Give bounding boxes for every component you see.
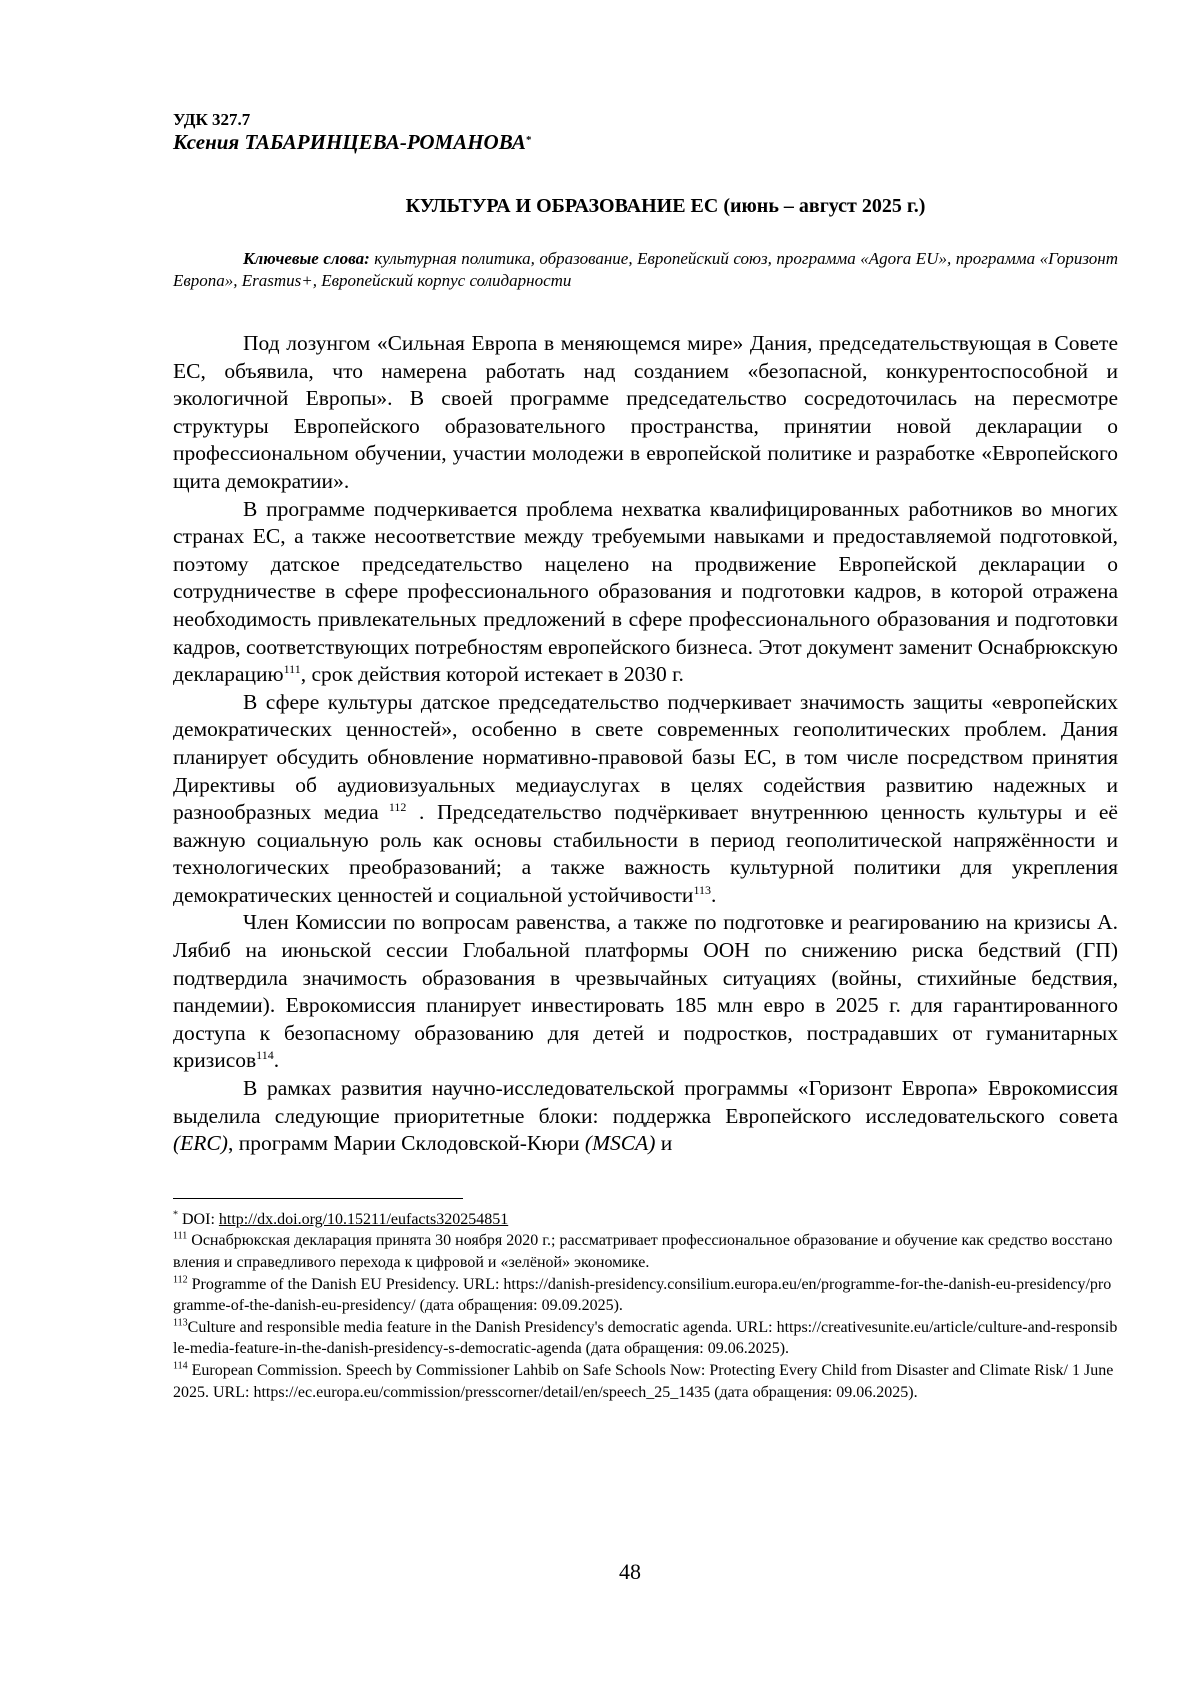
paragraph-2-text-a: В программе подчеркивается проблема нехватка квалифицированных работников во многих странах ЕС, а также несоответствие между требуемыми навыками и предоставляемой подготовкой, поэтому датское председательство нацелено на продвижение Европейской декларации о сотрудничестве в сфере профессионального образования и подготовки кадров, в которой отражена необходимость привлекательных предложений в сфере профессионального образования и подготовки кадров, соответствующих потребностям европейского бизнеса. Этот документ заменит Оснабрюкскую декларацию bbox=[173, 496, 1118, 687]
author-name-text: Ксения ТАБАРИНЦЕВА-РОМАНОВА bbox=[173, 130, 526, 154]
footnote-112-text: Programme of the Danish EU Presidency. URL: https://danish-presidency.consilium.europa.eu/en/programme-for-the-danish-eu-presidency/programme-of-the-danish-eu-presidency/ (дата обращения: 09.09.2025). bbox=[173, 1275, 1112, 1315]
footnote-ref-113: 113 bbox=[693, 882, 712, 897]
footnote-114 bbox=[173, 1360, 1118, 1403]
footnote-111-mark: 111 bbox=[173, 1231, 188, 1243]
paragraph-5-text-c: и bbox=[655, 1131, 673, 1156]
article-page bbox=[173, 110, 1118, 1403]
paragraph-2-text-b: , срок действия которой истекает в 2030 г. bbox=[300, 662, 684, 687]
footnote-112 bbox=[173, 1274, 1118, 1317]
footnote-113 bbox=[173, 1317, 1118, 1360]
paragraph-5 bbox=[173, 1075, 1118, 1158]
author-footnote-mark: * bbox=[525, 134, 532, 146]
footnotes bbox=[173, 1209, 1118, 1403]
msca-abbreviation: (MSCA) bbox=[584, 1131, 656, 1156]
paragraph-2 bbox=[173, 496, 1118, 689]
paragraph-4-text-a: Член Комиссии по вопросам равенства, а также по подготовке и реагированию на кризисы А. Лябиб на июньской сессии Глобальной платформы ООН по снижению риска бедствий (ГП) подтвердила значимость образования в чрезвычайных ситуациях (войны, стихийные бедствия, пандемии). Еврокомиссия планирует инвестировать 185 млн евро в 2025 г. для гарантированного доступа к безопасному образованию для детей и подростков, пострадавших от гуманитарных кризисов bbox=[173, 910, 1118, 1073]
paragraph-3-text-a: В сфере культуры датское председательство подчеркивает значимость защиты «европейских демократических ценностей», особенно в свете современных геополитических проблем. Дания планирует обсудить обновление нормативно-правовой базы ЕС, в том числе посредством принятия Директивы об аудиовизуальных медиауслугах в целях содействия развитию надежных и разнообразных медиа bbox=[173, 689, 1118, 825]
paragraph-1: Под лозунгом «Сильная Европа в меняющемся мире» Дания, председательствующая в Совете ЕС, объявила, что намерена работать над созданием «безопасной, конкурентоспособной и экологичной Европы». В своей программе председательство сосредоточилась на пересмотре структуры Европейского образовательного пространства, принятии новой декларации о профессиональном обучении, участии молодежи в европейской политике и разработке «Европейского щита демократии». bbox=[173, 331, 1118, 493]
paragraph-4-text-b: . bbox=[273, 1048, 280, 1073]
footnote-112-mark: 112 bbox=[173, 1274, 188, 1286]
footnote-113-text: Culture and responsible media feature in the Danish Presidency's democratic agenda. URL: https://creativesunite.eu/article/culture-and-responsible-media-feature-in-the-danish-presidency-s-democratic-agenda (дата обращения: 09.06.2025). bbox=[173, 1318, 1118, 1358]
footnote-113-mark: 113 bbox=[173, 1317, 188, 1329]
footnote-separator bbox=[173, 1198, 463, 1199]
paragraph-4 bbox=[173, 909, 1118, 1075]
keywords-label: Ключевые слова: bbox=[243, 249, 370, 268]
footnote-114-mark: 114 bbox=[173, 1360, 188, 1372]
doi-link[interactable]: http://dx.doi.org/10.15211/eufacts320254851 bbox=[218, 1210, 509, 1228]
footnote-111 bbox=[173, 1230, 1118, 1273]
footnote-ref-111: 111 bbox=[283, 661, 301, 676]
footnote-ref-112: 112 bbox=[378, 799, 407, 814]
footnote-ref-114: 114 bbox=[256, 1048, 274, 1063]
footnote-114-text: European Commission. Speech by Commissioner Lahbib on Safe Schools Now: Protecting Every Child from Disaster and Climate Risk/ 1 June 2025. URL: https://ec.europa.eu/commission/presscorner/detail/en/speech_25_1435 (дата обращения: 09.06.2025). bbox=[173, 1361, 1114, 1401]
article-title: КУЛЬТУРА И ОБРАЗОВАНИЕ ЕС (июнь – август 2025 г.) bbox=[405, 195, 926, 217]
paragraph-3 bbox=[173, 689, 1118, 910]
article-body bbox=[173, 330, 1118, 1158]
keywords bbox=[173, 248, 1118, 292]
page-number: 48 bbox=[619, 1559, 641, 1584]
footnote-doi-mark: * bbox=[173, 1209, 178, 1221]
erc-abbreviation: (ERC) bbox=[173, 1131, 228, 1156]
author-name bbox=[173, 130, 1118, 154]
footnote-doi bbox=[173, 1209, 1118, 1231]
keywords-text: культурная политика, образование, Европейский союз, программа «Agora EU», программа «Горизонт Европа», Erasmus+, Европейский корпус солидарности bbox=[173, 249, 1118, 290]
footnote-doi-label: DOI: bbox=[178, 1210, 219, 1228]
paragraph-3-text-c: . bbox=[711, 882, 717, 907]
udk-code: УДК 327.7 bbox=[173, 110, 251, 129]
footnote-111-text: Оснабрюкская декларация принята 30 ноября 2020 г.; рассматривает профессиональное образование и обучение как средство восстановления и справедливого перехода к цифровой и «зелёной» экономике. bbox=[173, 1232, 1113, 1271]
paragraph-3-text-b: . Председательство подчёркивает внутреннюю ценность культуры и её важную социальную роль как основы стабильности в период геополитической напряжённости и технологических преобразований; а также важность культурной политики для укрепления демократических ценностей и социальной устойчивости bbox=[173, 800, 1118, 907]
paragraph-5-text-b: , программ Марии Склодовской-Кюри bbox=[227, 1131, 585, 1156]
paragraph-5-text-a: В рамках развития научно-исследовательской программы «Горизонт Европа» Еврокомиссия выделила следующие приоритетные блоки: поддержка Европейского исследовательского совета bbox=[173, 1076, 1118, 1128]
